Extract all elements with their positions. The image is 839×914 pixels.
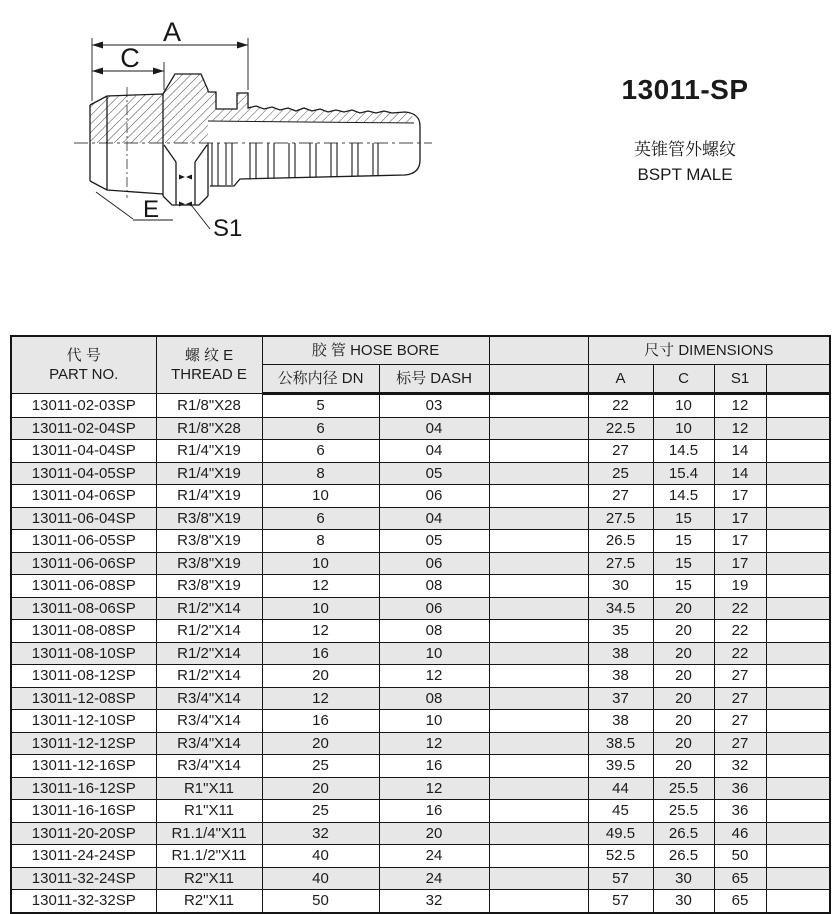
table-cell-dash: 06: [379, 597, 489, 620]
table-cell-empty: [489, 394, 588, 418]
table-cell-dn: 20: [262, 777, 379, 800]
table-cell-empty: [489, 530, 588, 553]
shank-wall-hatch: [208, 92, 414, 123]
table-cell-part_no: 13011-12-12SP: [11, 732, 156, 755]
table-cell-empty: [489, 507, 588, 530]
table-cell-s1: 22: [714, 642, 766, 665]
table-cell-a: 57: [588, 890, 653, 913]
table-cell-thread: R3/4"X14: [156, 732, 262, 755]
table-cell-empty: [766, 687, 830, 710]
table-cell-thread: R1/8"X28: [156, 417, 262, 440]
spec-table: [10, 335, 831, 914]
table-cell-part_no: 13011-08-12SP: [11, 665, 156, 688]
table-cell-a: 45: [588, 800, 653, 823]
table-cell-s1: 17: [714, 485, 766, 508]
table-cell-thread: R1/8"X28: [156, 394, 262, 418]
table-cell-dn: 16: [262, 642, 379, 665]
table-cell-empty: [489, 462, 588, 485]
table-cell-a: 34.5: [588, 597, 653, 620]
table-cell-empty: [489, 845, 588, 868]
table-row: [11, 620, 830, 643]
table-cell-c: 20: [653, 710, 714, 733]
table-cell-dash: 12: [379, 732, 489, 755]
table-cell-dash: 12: [379, 777, 489, 800]
table-cell-dn: 40: [262, 867, 379, 890]
table-cell-dash: 04: [379, 417, 489, 440]
table-row: [11, 507, 830, 530]
table-cell-empty: [489, 777, 588, 800]
table-cell-empty: [766, 485, 830, 508]
table-cell-thread: R1/2"X14: [156, 665, 262, 688]
dim-label-a: A: [162, 17, 182, 47]
table-cell-empty: [489, 665, 588, 688]
table-cell-empty: [766, 394, 830, 418]
table-cell-empty: [766, 507, 830, 530]
barb-rings: [212, 143, 378, 186]
header-dimensions: 尺寸 DIMENSIONS: [588, 336, 830, 365]
table-row: [11, 732, 830, 755]
product-code: 13011-SP: [621, 74, 749, 105]
table-cell-s1: 12: [714, 417, 766, 440]
table-cell-a: 57: [588, 867, 653, 890]
table-cell-c: 15: [653, 575, 714, 598]
table-row: [11, 687, 830, 710]
dim-a-arrow-left: [92, 42, 103, 49]
table-cell-c: 10: [653, 394, 714, 418]
table-cell-part_no: 13011-04-04SP: [11, 440, 156, 463]
table-cell-dn: 25: [262, 755, 379, 778]
table-cell-a: 49.5: [588, 822, 653, 845]
technical-drawing: [60, 10, 440, 250]
table-cell-c: 15: [653, 507, 714, 530]
table-cell-empty: [489, 755, 588, 778]
table-cell-empty: [489, 620, 588, 643]
table-row: [11, 755, 830, 778]
table-cell-part_no: 13011-06-05SP: [11, 530, 156, 553]
table-cell-s1: 17: [714, 552, 766, 575]
table-cell-part_no: 13011-12-10SP: [11, 710, 156, 733]
table-cell-dn: 10: [262, 597, 379, 620]
table-cell-a: 27: [588, 485, 653, 508]
table-cell-a: 27.5: [588, 507, 653, 530]
dim-label-c: C: [120, 43, 140, 73]
table-cell-empty: [766, 620, 830, 643]
table-cell-c: 26.5: [653, 845, 714, 868]
table-cell-s1: 17: [714, 507, 766, 530]
table-row: [11, 665, 830, 688]
table-cell-c: 20: [653, 597, 714, 620]
header-c: C: [653, 365, 714, 394]
table-cell-dn: 25: [262, 800, 379, 823]
table-cell-empty: [489, 710, 588, 733]
table-cell-dn: 8: [262, 462, 379, 485]
table-cell-c: 15: [653, 530, 714, 553]
table-cell-thread: R1/2"X14: [156, 620, 262, 643]
header-part-no: [11, 336, 156, 394]
table-cell-thread: R1/4"X19: [156, 462, 262, 485]
thread-label-e: E: [142, 196, 160, 223]
table-cell-c: 15: [653, 552, 714, 575]
table-row: [11, 394, 830, 418]
header-spacer-top: [489, 336, 588, 365]
table-cell-empty: [766, 800, 830, 823]
table-cell-empty: [489, 687, 588, 710]
table-row: [11, 890, 830, 913]
table-cell-dn: 20: [262, 665, 379, 688]
table-cell-empty: [766, 597, 830, 620]
table-cell-empty: [489, 732, 588, 755]
title-block: [550, 74, 820, 187]
table-row: [11, 530, 830, 553]
table-cell-c: 20: [653, 665, 714, 688]
spec-table-wrap: [10, 335, 829, 914]
table-cell-a: 35: [588, 620, 653, 643]
table-cell-c: 20: [653, 642, 714, 665]
table-cell-c: 30: [653, 890, 714, 913]
table-row: [11, 777, 830, 800]
dim-c-arrow-right: [153, 68, 164, 75]
table-cell-c: 25.5: [653, 800, 714, 823]
table-cell-part_no: 13011-08-08SP: [11, 620, 156, 643]
header-dn: 公称内径 DN: [262, 365, 379, 394]
table-cell-empty: [766, 575, 830, 598]
table-cell-part_no: 13011-06-06SP: [11, 552, 156, 575]
table-cell-dash: 08: [379, 687, 489, 710]
header-a: A: [588, 365, 653, 394]
table-cell-s1: 32: [714, 755, 766, 778]
table-cell-empty: [766, 665, 830, 688]
table-cell-empty: [489, 552, 588, 575]
header-thread: [156, 336, 262, 394]
table-cell-thread: R1.1/2"X11: [156, 845, 262, 868]
table-cell-s1: 65: [714, 867, 766, 890]
table-cell-s1: 27: [714, 732, 766, 755]
table-cell-dash: 32: [379, 890, 489, 913]
table-cell-part_no: 13011-20-20SP: [11, 822, 156, 845]
table-cell-empty: [489, 417, 588, 440]
table-cell-dash: 20: [379, 822, 489, 845]
table-cell-empty: [766, 845, 830, 868]
table-row: [11, 575, 830, 598]
table-row: [11, 867, 830, 890]
table-cell-empty: [489, 575, 588, 598]
table-cell-part_no: 13011-16-16SP: [11, 800, 156, 823]
table-cell-s1: 17: [714, 530, 766, 553]
table-cell-empty: [766, 530, 830, 553]
table-cell-thread: R3/8"X19: [156, 575, 262, 598]
table-cell-part_no: 13011-08-06SP: [11, 597, 156, 620]
table-cell-a: 37: [588, 687, 653, 710]
table-cell-empty: [489, 597, 588, 620]
table-cell-empty: [766, 890, 830, 913]
table-row: [11, 597, 830, 620]
table-cell-empty: [766, 440, 830, 463]
table-cell-s1: 36: [714, 800, 766, 823]
table-cell-part_no: 13011-04-06SP: [11, 485, 156, 508]
table-cell-dn: 20: [262, 732, 379, 755]
table-cell-s1: 22: [714, 620, 766, 643]
table-cell-part_no: 13011-02-04SP: [11, 417, 156, 440]
table-cell-dash: 24: [379, 867, 489, 890]
header-thread-cn: 螺 纹 E: [184, 346, 234, 364]
table-cell-dash: 04: [379, 507, 489, 530]
table-cell-thread: R1"X11: [156, 800, 262, 823]
table-cell-empty: [766, 732, 830, 755]
table-cell-empty: [489, 440, 588, 463]
table-cell-dn: 16: [262, 710, 379, 733]
hex-leader-line: [192, 206, 210, 229]
table-cell-a: 38: [588, 710, 653, 733]
table-cell-a: 22: [588, 394, 653, 418]
thread-leader-line: [96, 192, 173, 220]
table-cell-dn: 6: [262, 417, 379, 440]
table-cell-part_no: 13011-32-32SP: [11, 890, 156, 913]
table-row: [11, 552, 830, 575]
table-row: [11, 485, 830, 508]
table-cell-empty: [489, 800, 588, 823]
table-cell-c: 14.5: [653, 485, 714, 508]
table-cell-empty: [489, 822, 588, 845]
table-cell-thread: R3/4"X14: [156, 710, 262, 733]
table-cell-dash: 10: [379, 642, 489, 665]
table-cell-s1: 36: [714, 777, 766, 800]
table-cell-c: 26.5: [653, 822, 714, 845]
table-cell-part_no: 13011-32-24SP: [11, 867, 156, 890]
table-cell-empty: [766, 642, 830, 665]
table-cell-dn: 10: [262, 552, 379, 575]
table-row: [11, 440, 830, 463]
header-hose-bore: 胶 管 HOSE BORE: [262, 336, 489, 365]
table-cell-c: 25.5: [653, 777, 714, 800]
table-row: [11, 417, 830, 440]
dim-c-arrow-left: [92, 68, 103, 75]
table-cell-s1: 27: [714, 710, 766, 733]
table-cell-empty: [489, 642, 588, 665]
table-cell-c: 20: [653, 620, 714, 643]
table-cell-empty: [766, 777, 830, 800]
table-cell-a: 27: [588, 440, 653, 463]
table-cell-thread: R1/2"X14: [156, 642, 262, 665]
table-cell-c: 20: [653, 755, 714, 778]
table-cell-dn: 50: [262, 890, 379, 913]
table-row: [11, 800, 830, 823]
table-cell-empty: [489, 867, 588, 890]
table-cell-thread: R3/8"X19: [156, 507, 262, 530]
table-cell-empty: [766, 462, 830, 485]
table-cell-empty: [766, 822, 830, 845]
table-row: [11, 822, 830, 845]
table-cell-thread: R1/2"X14: [156, 597, 262, 620]
table-cell-empty: [766, 552, 830, 575]
table-cell-a: 27.5: [588, 552, 653, 575]
table-cell-c: 10: [653, 417, 714, 440]
table-cell-a: 22.5: [588, 417, 653, 440]
table-cell-dash: 05: [379, 530, 489, 553]
table-cell-s1: 12: [714, 394, 766, 418]
table-cell-c: 14.5: [653, 440, 714, 463]
header-s1: S1: [714, 365, 766, 394]
table-cell-a: 39.5: [588, 755, 653, 778]
table-cell-s1: 14: [714, 462, 766, 485]
table-cell-a: 52.5: [588, 845, 653, 868]
table-cell-dash: 05: [379, 462, 489, 485]
header-row-groups: [11, 336, 830, 365]
table-cell-part_no: 13011-24-24SP: [11, 845, 156, 868]
table-cell-a: 26.5: [588, 530, 653, 553]
table-cell-thread: R1/4"X19: [156, 485, 262, 508]
table-cell-part_no: 13011-04-05SP: [11, 462, 156, 485]
table-cell-s1: 65: [714, 890, 766, 913]
table-cell-dash: 03: [379, 394, 489, 418]
table-cell-thread: R3/8"X19: [156, 552, 262, 575]
table-cell-a: 38: [588, 665, 653, 688]
table-cell-dash: 08: [379, 620, 489, 643]
table-cell-dn: 8: [262, 530, 379, 553]
table-cell-part_no: 13011-16-12SP: [11, 777, 156, 800]
table-cell-empty: [766, 867, 830, 890]
table-body: [11, 394, 830, 913]
table-cell-dn: 6: [262, 507, 379, 530]
table-cell-s1: 27: [714, 665, 766, 688]
table-cell-s1: 22: [714, 597, 766, 620]
hex-flat-marks: [179, 175, 192, 207]
table-cell-part_no: 13011-06-08SP: [11, 575, 156, 598]
table-cell-dash: 08: [379, 575, 489, 598]
header-part-no-en: PART NO.: [49, 366, 119, 383]
table-cell-thread: R1"X11: [156, 777, 262, 800]
table-cell-dn: 12: [262, 620, 379, 643]
header-thread-en: THREAD E: [171, 366, 247, 383]
table-cell-dash: 06: [379, 552, 489, 575]
table-cell-empty: [766, 417, 830, 440]
table-cell-s1: 19: [714, 575, 766, 598]
table-header: [11, 336, 830, 394]
thread-section-hatch: [90, 74, 208, 143]
table-cell-c: 20: [653, 687, 714, 710]
table-cell-a: 30: [588, 575, 653, 598]
table-cell-part_no: 13011-06-04SP: [11, 507, 156, 530]
header-part-no-cn: 代 号: [66, 346, 101, 364]
table-cell-dash: 24: [379, 845, 489, 868]
header-spacer-bottom: [489, 365, 588, 394]
table-cell-s1: 14: [714, 440, 766, 463]
table-cell-empty: [766, 710, 830, 733]
table-cell-thread: R1.1/4"X11: [156, 822, 262, 845]
table-cell-a: 38: [588, 642, 653, 665]
table-cell-thread: R2"X11: [156, 890, 262, 913]
table-cell-a: 38.5: [588, 732, 653, 755]
table-cell-c: 30: [653, 867, 714, 890]
table-cell-dash: 16: [379, 755, 489, 778]
table-cell-dash: 12: [379, 665, 489, 688]
table-cell-empty: [766, 755, 830, 778]
table-cell-dn: 40: [262, 845, 379, 868]
table-row: [11, 642, 830, 665]
hex-label-s1: S1: [213, 215, 243, 242]
table-cell-thread: R3/4"X14: [156, 687, 262, 710]
dim-a-arrow-right: [237, 42, 248, 49]
table-cell-thread: R3/4"X14: [156, 755, 262, 778]
table-cell-part_no: 13011-12-08SP: [11, 687, 156, 710]
table-cell-dash: 10: [379, 710, 489, 733]
table-cell-part_no: 13011-12-16SP: [11, 755, 156, 778]
table-cell-a: 44: [588, 777, 653, 800]
table-cell-empty: [489, 485, 588, 508]
table-cell-dn: 12: [262, 575, 379, 598]
table-row: [11, 710, 830, 733]
table-row: [11, 462, 830, 485]
table-cell-thread: R1/4"X19: [156, 440, 262, 463]
table-cell-part_no: 13011-02-03SP: [11, 394, 156, 418]
table-cell-dash: 04: [379, 440, 489, 463]
table-cell-empty: [489, 890, 588, 913]
table-cell-thread: R3/8"X19: [156, 530, 262, 553]
table-cell-dn: 10: [262, 485, 379, 508]
table-row: [11, 845, 830, 868]
table-cell-a: 25: [588, 462, 653, 485]
product-name-cn: 英锥管外螺纹: [634, 140, 736, 159]
table-cell-part_no: 13011-08-10SP: [11, 642, 156, 665]
header-end-spacer: [766, 365, 830, 394]
table-cell-dn: 6: [262, 440, 379, 463]
header-dash: 标号 DASH: [379, 365, 489, 394]
table-cell-c: 20: [653, 732, 714, 755]
table-cell-dash: 06: [379, 485, 489, 508]
table-cell-thread: R2"X11: [156, 867, 262, 890]
table-cell-s1: 50: [714, 845, 766, 868]
table-cell-dash: 16: [379, 800, 489, 823]
table-cell-s1: 27: [714, 687, 766, 710]
table-cell-c: 15.4: [653, 462, 714, 485]
table-cell-dn: 5: [262, 394, 379, 418]
table-cell-s1: 46: [714, 822, 766, 845]
product-name-en: BSPT MALE: [637, 164, 733, 184]
table-cell-dn: 32: [262, 822, 379, 845]
fitting-drawing-svg: [60, 10, 440, 250]
table-cell-dn: 12: [262, 687, 379, 710]
